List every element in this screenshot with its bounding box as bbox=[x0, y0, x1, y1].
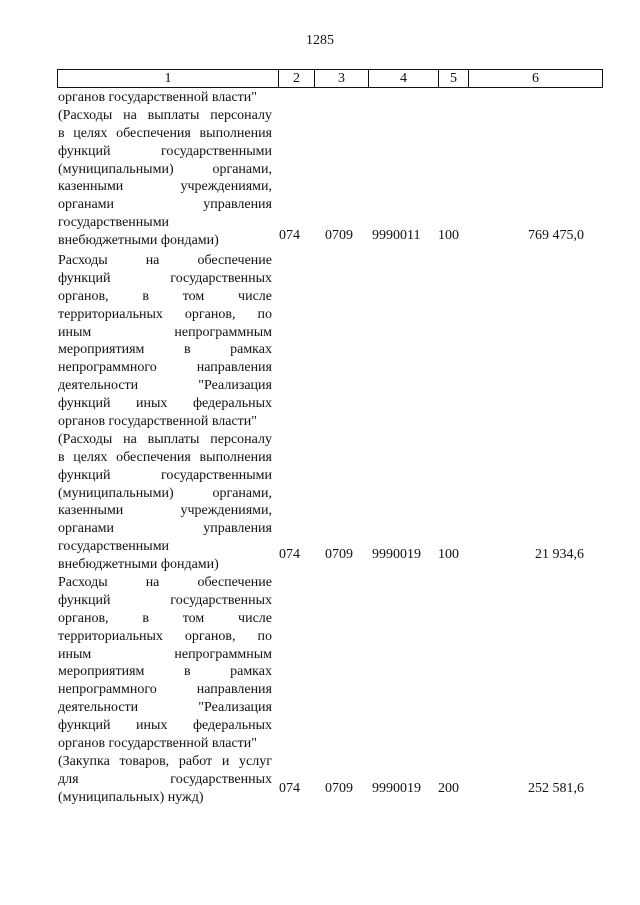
description-line: внебюджетными фондами) bbox=[58, 557, 219, 573]
header-col-2: 2 bbox=[278, 70, 314, 87]
description-line: деятельности "Реализация bbox=[58, 378, 272, 394]
description-line: функций иных федеральных bbox=[58, 718, 272, 734]
expense-type-code: 200 bbox=[438, 781, 459, 796]
ministry-code: 074 bbox=[279, 781, 300, 796]
row-description bbox=[58, 89, 272, 250]
description-line: в целях обеспечения выполнения bbox=[58, 449, 272, 465]
header-col-4: 4 bbox=[368, 70, 438, 87]
description-line: территориальных органов, по bbox=[58, 306, 272, 322]
description-line: в целях обеспечения выполнения bbox=[58, 125, 272, 141]
description-line: (Закупка товаров, работ и услуг bbox=[58, 753, 272, 769]
ministry-code: 074 bbox=[279, 228, 300, 243]
amount: 21 934,6 bbox=[535, 547, 584, 562]
header-col-3: 3 bbox=[314, 70, 368, 87]
description-line: (Расходы на выплаты персоналу bbox=[58, 107, 272, 123]
description-line: функций государственными bbox=[58, 143, 272, 159]
section-code: 0709 bbox=[325, 547, 353, 562]
target-article-code: 9990011 bbox=[372, 228, 421, 243]
target-article-code: 9990019 bbox=[372, 547, 421, 562]
description-line: функций государственными bbox=[58, 467, 272, 483]
section-code: 0709 bbox=[325, 228, 353, 243]
description-line: непрограммного направления bbox=[58, 682, 272, 698]
description-line: для государственных bbox=[58, 771, 272, 787]
ministry-code: 074 bbox=[279, 547, 300, 562]
description-line: иным непрограммным bbox=[58, 646, 272, 662]
description-line: функций государственных bbox=[58, 592, 272, 608]
description-line: Расходы на обеспечение bbox=[58, 253, 272, 268]
description-line: органов государственной власти" bbox=[58, 90, 258, 105]
description-line: мероприятиям в рамках bbox=[58, 342, 272, 358]
amount: 252 581,6 bbox=[528, 781, 584, 796]
description-line: непрограммного направления bbox=[58, 360, 272, 376]
header-col-6: 6 bbox=[468, 70, 602, 87]
row-description bbox=[58, 252, 272, 574]
table-header bbox=[57, 69, 603, 88]
description-line: (муниципальными) органами, bbox=[58, 161, 272, 177]
description-line: государственными bbox=[58, 539, 170, 555]
amount: 769 475,0 bbox=[528, 228, 584, 243]
expense-type-code: 100 bbox=[438, 547, 459, 562]
row-description bbox=[58, 574, 272, 807]
target-article-code: 9990019 bbox=[372, 781, 421, 796]
description-line: функций государственных bbox=[58, 270, 272, 286]
description-line: мероприятиям в рамках bbox=[58, 664, 272, 680]
description-line: государственными bbox=[58, 215, 170, 231]
description-line: органов, в том числе bbox=[58, 610, 272, 626]
description-line: органами управления bbox=[58, 521, 272, 537]
description-line: территориальных органов, по bbox=[58, 628, 272, 644]
description-line: внебюджетными фондами) bbox=[58, 233, 219, 249]
description-line: Расходы на обеспечение bbox=[58, 575, 272, 590]
description-line: казенными учреждениями, bbox=[58, 179, 272, 195]
header-col-1: 1 bbox=[164, 71, 172, 86]
description-line: деятельности "Реализация bbox=[58, 700, 272, 716]
description-line: казенными учреждениями, bbox=[58, 503, 272, 519]
description-line: органов, в том числе bbox=[58, 288, 272, 304]
description-line: (муниципальными) органами, bbox=[58, 485, 272, 501]
header-col-5: 5 bbox=[438, 70, 468, 87]
description-line: иным непрограммным bbox=[58, 324, 272, 340]
description-line: (Расходы на выплаты персоналу bbox=[58, 431, 272, 447]
section-code: 0709 bbox=[325, 781, 353, 796]
description-line: органов государственной власти" bbox=[58, 414, 258, 430]
description-line: функций иных федеральных bbox=[58, 396, 272, 412]
description-line: (муниципальных) нужд) bbox=[58, 789, 204, 805]
description-line: органами управления bbox=[58, 197, 272, 213]
page-number: 1285 bbox=[306, 33, 334, 48]
expense-type-code: 100 bbox=[438, 228, 459, 243]
description-line: органов государственной власти" bbox=[58, 736, 258, 752]
